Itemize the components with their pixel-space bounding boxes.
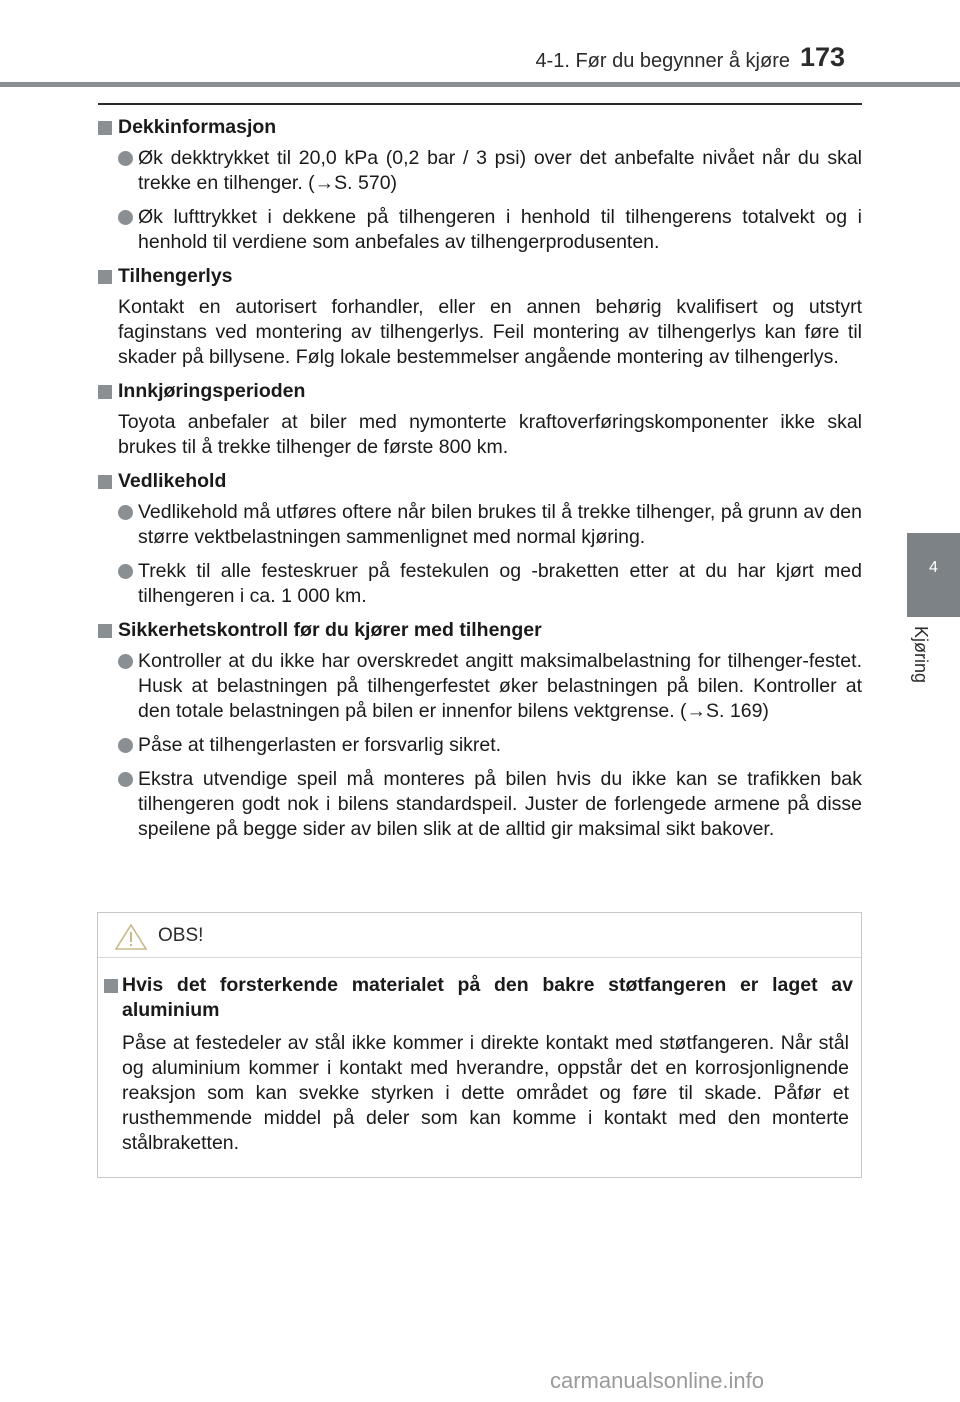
header-bar xyxy=(0,82,960,87)
section-innkjoringsperioden xyxy=(98,379,862,460)
top-rule xyxy=(98,103,862,105)
list-item: Ekstra utvendige speil må monteres på bilen hvis du ikke kan se trafikken bak tilhengeren godt nok i bilens standardspeil. Juster de forlengede armene på disse speilene på begge sider av bilen slik at de alltid gir maksimal sikt bakover. xyxy=(98,767,862,842)
warning-triangle-icon xyxy=(114,923,148,951)
section-heading: Dekkinformasjon xyxy=(98,115,862,140)
watermark: carmanualsonline.info xyxy=(550,1368,765,1393)
round-bullet-icon xyxy=(118,505,133,520)
round-bullet-icon xyxy=(118,772,133,787)
list-item: Øk dekktrykket til 20,0 kPa (0,2 bar / 3 psi) over det anbefalte nivået når du skal trekke en tilhenger. (→S. 570) xyxy=(98,146,862,196)
warning-label: OBS! xyxy=(158,925,204,946)
section-vedlikehold xyxy=(98,469,862,609)
warning-box xyxy=(97,912,862,1178)
section-heading: Sikkerhetskontroll før du kjører med tilhenger xyxy=(98,618,862,643)
warning-header xyxy=(98,913,861,958)
round-bullet-icon xyxy=(118,564,133,579)
main-content xyxy=(98,115,862,851)
section-tilhengerlys xyxy=(98,264,862,370)
chapter-tab xyxy=(907,533,960,617)
list-item: Påse at tilhengerlasten er forsvarlig sikret. xyxy=(98,733,862,758)
section-heading: Vedlikehold xyxy=(98,469,862,494)
list-item: Trekk til alle festeskruer på festekulen og -braketten etter at du har kjørt med tilhengeren i ca. 1 000 km. xyxy=(98,559,862,609)
list-item: Øk lufttrykket i dekkene på tilhengeren i henhold til tilhengerens totalvekt og i henhold til verdiene som anbefales av tilhengerprodusenten. xyxy=(98,205,862,255)
round-bullet-icon xyxy=(118,210,133,225)
section-paragraph: Toyota anbefaler at biler med nymonterte kraftoverføringskomponenter ikke skal brukes til å trekke tilhenger de første 800 km. xyxy=(118,411,862,458)
warning-heading: Hvis det forsterkende materialet på den bakre støtfangeren er laget av aluminium xyxy=(98,973,863,1023)
chapter-tab-number: 4 xyxy=(929,559,938,576)
square-bullet-icon xyxy=(98,270,112,284)
section-heading: Innkjøringsperioden xyxy=(98,379,862,404)
square-bullet-icon xyxy=(98,624,112,638)
list-item: Kontroller at du ikke har overskredet angitt maksimalbelastning for tilhenger-festet. Husk at belastningen på tilhengerfestet øker belastningen på bilen. Kontroller at den totale belastningen på bilen er innenfor bilens vektgrense. (→S. 169) xyxy=(98,649,862,724)
round-bullet-icon xyxy=(118,738,133,753)
section-paragraph: Kontakt en autorisert forhandler, eller en annen behørig kvalifisert og utstyrt faginstans ved montering av tilhengerlys. Feil montering av tilhengerlys kan føre til skader på billysene. Følg lokale bestemmelser angående montering av tilhengerlys. xyxy=(118,296,862,368)
section-dekkinformasjon xyxy=(98,115,862,255)
square-bullet-icon xyxy=(98,475,112,489)
list-item: Vedlikehold må utføres oftere når bilen brukes til å trekke tilhenger, på grunn av den større vektbelastningen sammenlignet med normal kjøring. xyxy=(98,500,862,550)
round-bullet-icon xyxy=(118,654,133,669)
warning-paragraph: Påse at festedeler av stål ikke kommer i direkte kontakt med støtfangeren. Når stål og aluminium kommer i kontakt med hverandre, oppstår det en korrosjonlignende reaksjon som kan svekke styrken i dette området og føre til skade. Påfør et rusthemmende middel på deler som kan komme i kontakt med den monterte stålbraketten. xyxy=(122,1032,849,1154)
section-heading: Tilhengerlys xyxy=(98,264,862,289)
square-bullet-icon xyxy=(98,385,112,399)
chapter-title: 4-1. Før du begynner å kjøre xyxy=(535,50,790,72)
section-sikkerhetskontroll xyxy=(98,618,862,842)
square-bullet-icon xyxy=(104,979,118,993)
warning-body xyxy=(98,973,863,1156)
page-number: 173 xyxy=(800,42,846,72)
chapter-tab-label: Kjøring xyxy=(911,626,931,684)
square-bullet-icon xyxy=(98,121,112,135)
round-bullet-icon xyxy=(118,151,133,166)
